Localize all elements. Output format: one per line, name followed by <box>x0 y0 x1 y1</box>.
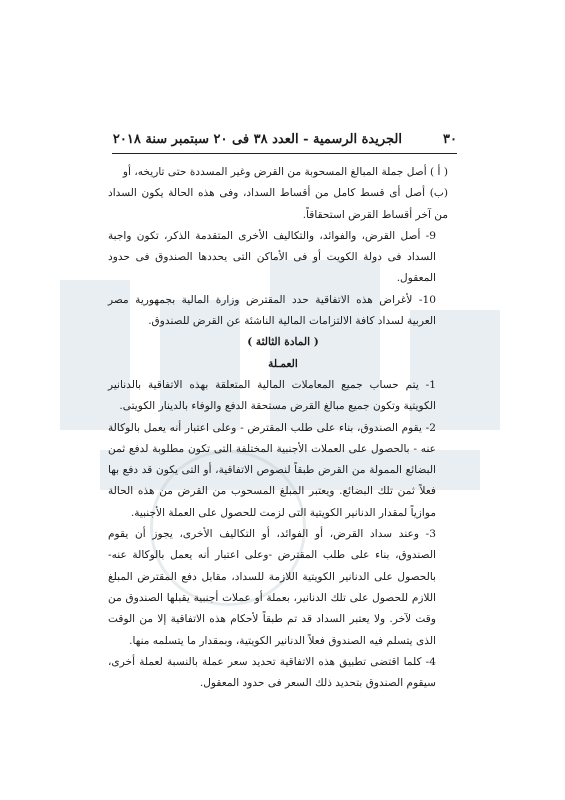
article-title: ( المادة الثالثة ) <box>247 336 319 349</box>
page-header <box>112 130 457 152</box>
paragraph-10: 10- لأغراض هذه الاتفاقية حدد المقترض وزارة المالية بجمهورية مصر العربية لسداد كافة الالتزامات المالية الناشئة عن القرض للصندوق. <box>108 293 436 328</box>
journal-title: الجريدة الرسمية - العدد ٣٨ فى ٢٠ سبتمبر سنة ٢٠١٨ <box>112 132 402 147</box>
clause-b: (ب) أصل أى قسط كامل من أقساط السداد، وفى هذه الحالة يكون السداد من آخر أقساط القرض استحقاقاً. <box>108 187 448 221</box>
clause-a: ( أ ) أصل جملة المبالغ المسحوبة من القرض وغير المسددة حتى تاريخه، أو <box>122 166 448 178</box>
currency-paragraph-1: 1- يتم حساب جميع المعاملات المالية المتعلقة بهذه الاتفاقية بالدنانير الكويتية وتكون جميع مبالغ القرض مستحقة الدفع والوفاء بالدينار الكويتى. <box>108 378 436 413</box>
paragraph-9: 9- أصل القرض، والفوائد، والتكاليف الأخرى المتقدمة الذكر، تكون واجبة السداد فى دولة الكويت أو فى الأماكن التى يحددها الصندوق فى حدود المعقول. <box>108 229 436 285</box>
currency-paragraph-3: 3- وعند سداد القرض، أو الفوائد، أو التكاليف الأخرى، يجوز أن يقوم الصندوق، بناء على طلب المقترض -وعلى اعتبار أنه يعمل بالوكالة عنه- بالحصول على الدنانير الكويتية اللازمة للسداد، مقابل دفع المقترض المبلغ اللازم للحصول على تلك الدنانير، بعملة أو عملات أجنبية يقبلها الصندوق من وقت لآخر. ولا يعتبر السداد قد تم طبقاً لأحكام هذه الاتفاقية إلا من الوقت الذى يتسلم فيه الصندوق فعلاً الدنانير الكويتية، وبمقدار ما يتسلمه منها. <box>108 528 436 647</box>
currency-paragraph-4: 4- كلما اقتضى تطبيق هذه الاتفاقية تحديد سعر عملة بالنسبة لعملة أخرى، سيقوم الصندوق بتحديد ذلك السعر فى حدود المعقول. <box>108 655 436 690</box>
article-subtitle: العمـلة <box>268 357 298 370</box>
currency-paragraph-2: 2- يقوم الصندوق، بناء على طلب المقترض - وعلى اعتبار أنه يعمل بالوكالة عنه - بالحصول على العملات الأجنبية المختلفة التى تكون مطلوبة لدفع ثمن البضائع الممولة من القرض طبقاً لنصوص الاتفاقية، أو التى يكون قد دفع بها فعلاً ثمن تلك البضائع. ويعتبر المبلغ المسحوب من القرض من هذه الحالة موازياً لمقدار الدنانير الكويتية التى لزمت للحصول على العملة الأجنبية. <box>108 421 436 519</box>
header-divider <box>112 153 457 154</box>
page-body <box>108 162 458 694</box>
page-number: ٣٠ <box>443 132 457 147</box>
